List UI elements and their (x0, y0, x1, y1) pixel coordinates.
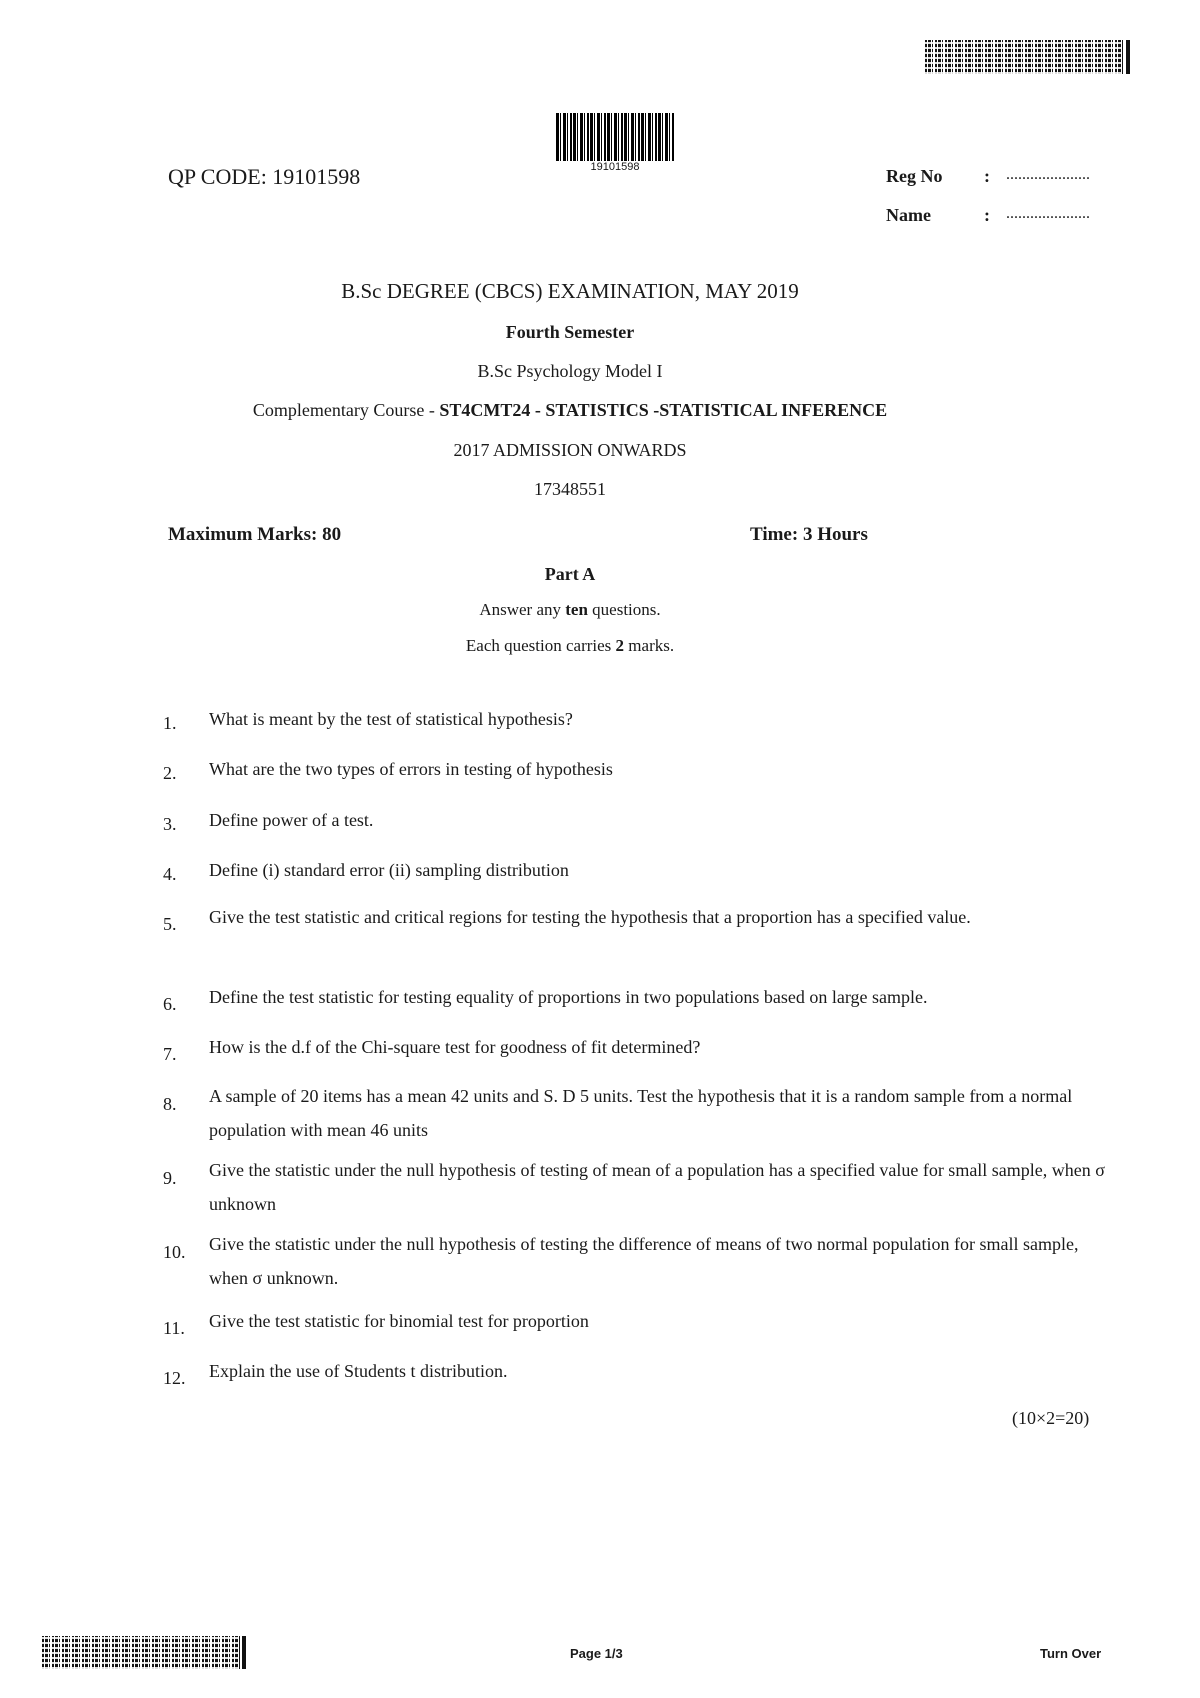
question-text: What are the two types of errors in testing of hypothesis (209, 759, 613, 779)
time-allowed: Time: 3 Hours (750, 524, 868, 545)
question-number: 2. (163, 763, 177, 783)
part-a-title: Part A (544, 564, 596, 584)
question-number: 10. (163, 1242, 186, 1262)
part-a-instruction-1 (0, 600, 1140, 620)
instr2-bold: 2 (615, 636, 625, 655)
instr1-bold: ten (565, 600, 588, 619)
question-text: Define power of a test. (209, 810, 374, 830)
question-text: Explain the use of Students t distribution. (209, 1361, 508, 1381)
exam-title: B.Sc DEGREE (CBCS) EXAMINATION, MAY 2019 (341, 279, 799, 303)
question-number: 4. (163, 864, 177, 884)
name-blank: ..................... (1006, 205, 1090, 222)
instr2-post: marks. (624, 636, 675, 655)
admission: 2017 ADMISSION ONWARDS (453, 440, 687, 460)
instr2-pre: Each question carries (465, 636, 616, 655)
barcode-number: 19101598 (590, 161, 640, 173)
name-colon: : (984, 205, 990, 225)
question-number: 11. (163, 1318, 185, 1338)
center-barcode (556, 113, 674, 161)
part-a-total-marks: (10×2=20) (1012, 1408, 1090, 1428)
bottom-barcode-strip (42, 1636, 246, 1669)
question-number: 9. (163, 1168, 177, 1188)
name-label: Name (886, 205, 931, 225)
reg-no-blank: ..................... (1006, 166, 1090, 183)
exam-code: 17348551 (534, 479, 606, 499)
question-number: 12. (163, 1368, 186, 1388)
question-number: 7. (163, 1044, 177, 1064)
question-text: Give the statistic under the null hypothesis of testing of mean of a population has a specified value for small sample, when σ unknown (209, 1160, 1105, 1214)
maximum-marks: Maximum Marks: 80 (168, 524, 342, 545)
question-number: 6. (163, 994, 177, 1014)
question-text: How is the d.f of the Chi-square test for goodness of fit determined? (209, 1037, 701, 1057)
reg-no-label: Reg No (886, 166, 943, 186)
question-number: 8. (163, 1094, 177, 1114)
question-text: Give the statistic under the null hypothesis of testing the difference of means of two normal population for small sample, when σ unknown. (209, 1234, 1079, 1288)
program: B.Sc Psychology Model I (477, 361, 663, 381)
question-number: 3. (163, 814, 177, 834)
question-text: What is meant by the test of statistical hypothesis? (209, 709, 573, 729)
instr1-pre: Answer any (479, 600, 566, 619)
course-prefix: Complementary Course - (252, 400, 440, 420)
question-text: A sample of 20 items has a mean 42 units and S. D 5 units. Test the hypothesis that it is a random sample from a normal population with mean 46 units (209, 1086, 1073, 1140)
course-name: ST4CMT24 - STATISTICS -STATISTICAL INFERENCE (439, 400, 888, 420)
question-number: 5. (163, 914, 177, 934)
question-text: Give the test statistic for binomial test for proportion (209, 1311, 589, 1331)
question-text: Give the test statistic and critical regions for testing the hypothesis that a proportion has a specified value. (209, 907, 971, 927)
semester: Fourth Semester (505, 322, 635, 342)
turn-over: Turn Over (1040, 1646, 1102, 1661)
question-text: Define the test statistic for testing equality of proportions in two populations based on large sample. (209, 987, 928, 1007)
part-a-instruction-2 (0, 636, 1140, 656)
page-number: Page 1/3 (570, 1646, 623, 1661)
qp-code: QP CODE: 19101598 (168, 164, 361, 189)
reg-no-colon: : (984, 166, 990, 186)
instr1-post: questions. (587, 600, 661, 619)
question-text: Define (i) standard error (ii) sampling distribution (209, 860, 569, 880)
course (0, 400, 1140, 421)
question-number: 1. (163, 713, 177, 733)
top-barcode-strip (925, 40, 1130, 74)
